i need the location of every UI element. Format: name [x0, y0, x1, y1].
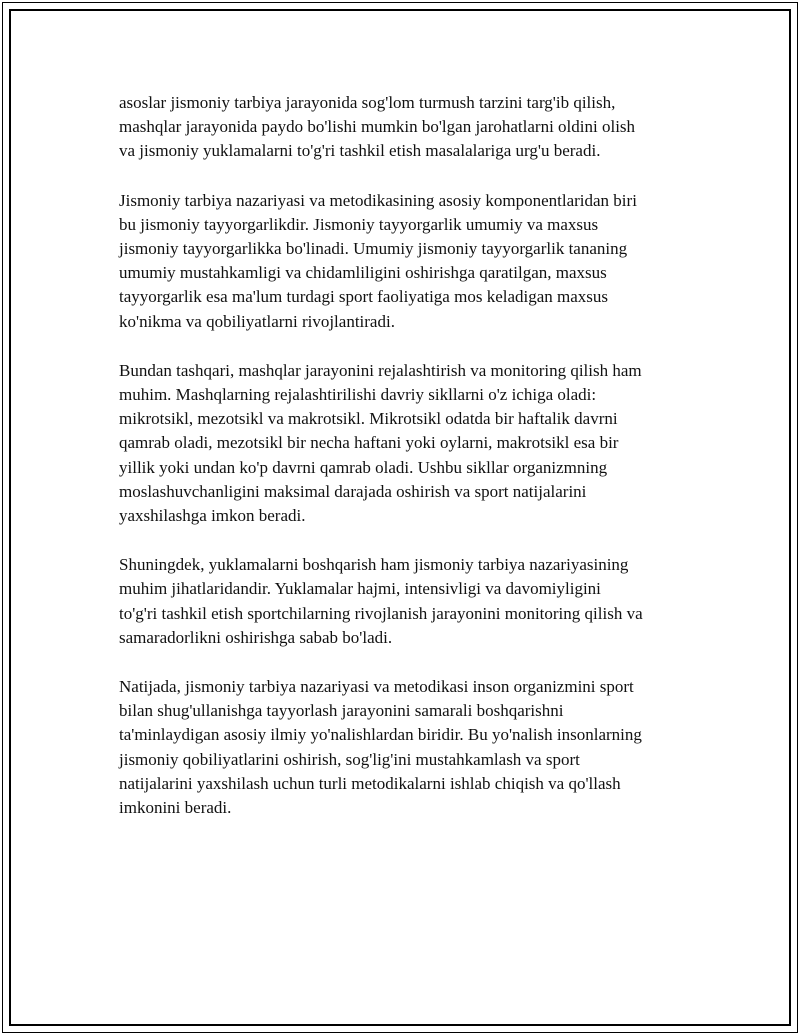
text-line: muhim. Mashqlarning rejalashtirilishi davriy sikllarni o'z ichiga oladi:: [119, 385, 597, 405]
text-line: ta'minlaydigan asosiy ilmiy yo'nalishlardan biridir. Bu yo'nalish insonlarning: [119, 725, 642, 745]
text-line: asoslar jismoniy tarbiya jarayonida sog'lom turmush tarzini targ'ib qilish,: [119, 93, 616, 112]
text-line: bilan shug'ullanishga tayyorlash jarayonini samarali boshqarishni: [119, 701, 564, 721]
text-line: mashqlar jarayonida paydo bo'lishi mumkin bo'lgan jarohatlarni oldini olish: [119, 117, 636, 137]
paragraph-2: [119, 189, 699, 334]
text-line: Shuningdek, yuklamalarni boshqarish ham jismoniy tarbiya nazariyasining: [119, 555, 629, 575]
text-line: bu jismoniy tayyorgarlikdir. Jismoniy tayyorgarlik umumiy va maxsus: [119, 214, 599, 234]
text-line: yillik yoki undan ko'p davrni qamrab oladi. Ushbu sikllar organizmning: [119, 457, 608, 477]
text-line: moslashuvchanligini maksimal darajada oshirish va sport natijalarini: [119, 481, 587, 501]
text-line: muhim jihatlaridandir. Yuklamalar hajmi, intensivligi va davomiyligini: [119, 579, 601, 599]
text-line: umumiy mustahkamligi va chidamliligini oshirishga qaratilgan, maxsus: [119, 263, 607, 283]
text-line: Natijada, jismoniy tarbiya nazariyasi va metodikasi inson organizmini sport: [119, 677, 634, 697]
text-line: mikrotsikl, mezotsikl va makrotsikl. Mikrotsikl odatda bir haftalik davrni: [119, 409, 618, 429]
paragraph-3: [119, 359, 699, 528]
text-line: natijalarini yaxshilash uchun turli metodikalarni ishlab chiqish va qo'llash: [119, 773, 621, 793]
text-line: imkonini beradi.: [119, 798, 232, 818]
text-line: va jismoniy yuklamalarni to'g'ri tashkil etish masalalariga urg'u beradi.: [119, 141, 601, 161]
text-line: samaradorlikni oshirishga sabab bo'ladi.: [119, 627, 393, 647]
text-line: ko'nikma va qobiliyatlarni rivojlantiradi.: [119, 311, 395, 331]
paragraph-5: [119, 675, 699, 820]
paragraph-4: [119, 553, 699, 650]
text-line: qamrab oladi, mezotsikl bir necha haftani yoki oylarni, makrotsikl esa bir: [119, 433, 619, 453]
document-body: [119, 91, 699, 845]
text-line: jismoniy qobiliyatlarini oshirish, sog'lig'ini mustahkamlash va sport: [119, 749, 580, 769]
text-line: Jismoniy tarbiya nazariyasi va metodikasining asosiy komponentlaridan biri: [119, 190, 637, 210]
text-line: Bundan tashqari, mashqlar jarayonini rejalashtirish va monitoring qilish ham: [119, 360, 642, 380]
paragraph-1: [119, 91, 699, 164]
text-line: jismoniy tayyorgarlikka bo'linadi. Umumiy jismoniy tayyorgarlik tananing: [119, 239, 628, 259]
text-line: yaxshilashga imkon beradi.: [119, 506, 306, 526]
text-line: tayyorgarlik esa ma'lum turdagi sport faoliyatiga mos keladigan maxsus: [119, 287, 609, 307]
text-line: to'g'ri tashkil etish sportchilarning rivojlanish jarayonini monitoring qilish va: [119, 603, 643, 623]
